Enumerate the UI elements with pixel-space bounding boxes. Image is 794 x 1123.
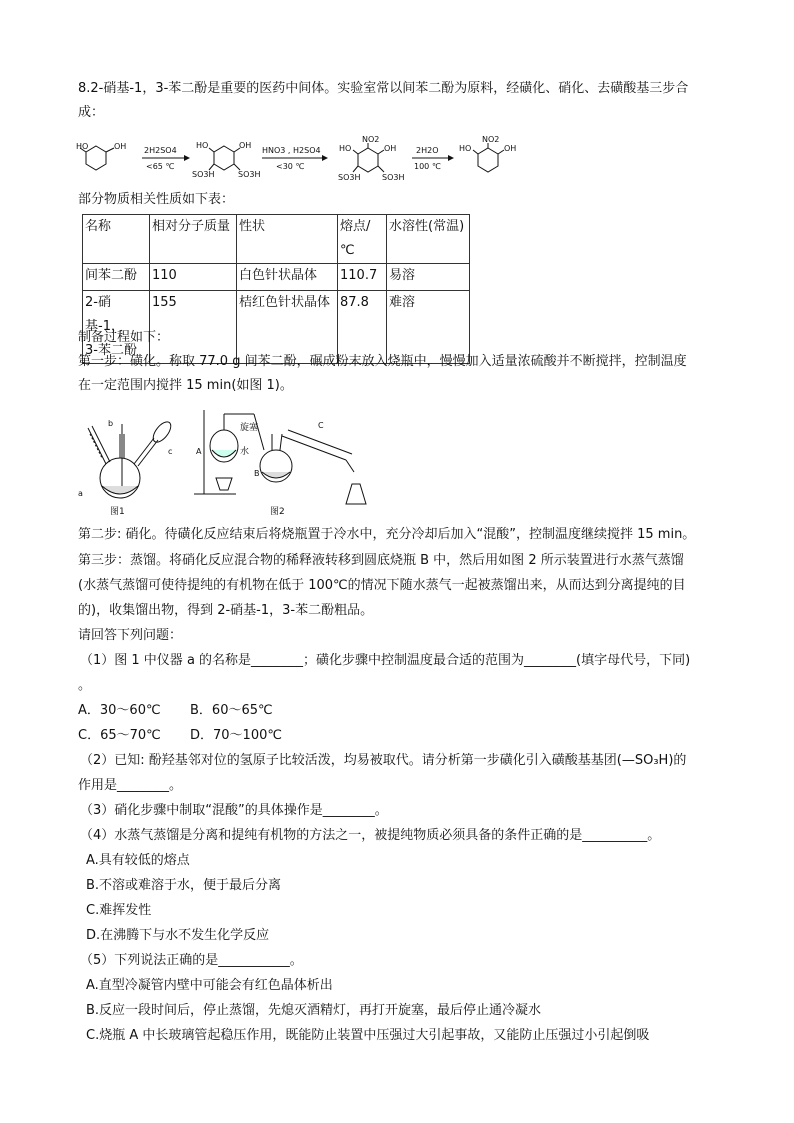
step3-line2: (水蒸气蒸馏可使待提纯的有机物在低于 100℃的情况下随水蒸气一起被蒸馏出来，从而达到分离提纯的目 [78, 578, 686, 593]
mol1-oh-label: OH [114, 142, 127, 151]
q4-option-b: B.不溶或难溶于水，便于最后分离 [86, 878, 282, 893]
fig1-label-a: a [78, 489, 83, 498]
q5-option-c: C.烧瓶 A 中长玻璃管起稳压作用，既能防止装置中压强过大引起事故，又能防止压强过小引起倒吸 [86, 1028, 650, 1043]
mol4-ho-label: HO [459, 144, 472, 153]
fig2-caption: 图2 [270, 507, 285, 516]
step2-text: 第二步: 硝化。待磺化反应结束后将烧瓶置于冷水中，充分冷却后加入“混酸”，控制温度继续搅拌 15 min。 [78, 527, 696, 542]
step1-line1: 第一步：磺化。称取 77.0 g 间苯二酚，碾成粉末放入烧瓶中，慢慢加入适量浓硫酸并不断搅拌，控制温度 [78, 354, 687, 369]
prep-title: 制备过程如下： [78, 330, 170, 345]
table-cell: 难溶 [387, 291, 470, 364]
table-header-cell: 性状 [237, 215, 338, 264]
question-intro-line2: 成： [78, 105, 105, 120]
mol2-so3h-right-label: SO3H [238, 170, 261, 179]
product-structure [473, 143, 504, 172]
fig2-label-A: A [196, 447, 202, 456]
table-header-cell: 熔点/℃ [338, 215, 387, 264]
mol2-oh-label: OH [239, 141, 252, 150]
q4-option-a: A.具有较低的熔点 [86, 853, 190, 868]
reaction-scheme-drawing [76, 136, 546, 182]
fig2-label-stopcock: 旋塞 [240, 423, 259, 433]
q5-option-a: A.直型冷凝管内壁中可能会有红色晶体析出 [86, 978, 333, 993]
step2-reagent: HNO3 , H2SO4 [262, 146, 321, 155]
table-caption: 部分物质相关性质如下表： [78, 192, 235, 207]
table-cell: 白色针状晶体 [237, 264, 338, 291]
mol1-ho-label: HO [76, 142, 89, 151]
q4-option-d: D.在沸腾下与水不发生化学反应 [86, 928, 270, 943]
q1-option-d: D．70～100℃ [190, 728, 282, 743]
step3-line3: 的)，收集馏出物，得到 2-硝基-1，3-苯二酚粗品。 [78, 603, 374, 618]
reaction-scheme [76, 136, 546, 182]
step1-condition: <65 ℃ [146, 162, 175, 171]
fig2-label-C: C [318, 421, 324, 430]
step2-condition: <30 ℃ [276, 162, 305, 171]
table-cell-line: 2-硝基-1， [85, 295, 124, 334]
table-cell: 110 [150, 264, 237, 291]
fig2-label-B: B [254, 469, 260, 478]
table-cell: 110.7 [338, 264, 387, 291]
step3-line1: 第三步：蒸馏。将硝化反应混合物的稀释液转移到圆底烧瓶 B 中，然后用如图 2 所示装置进行水蒸气蒸馏 [78, 553, 684, 568]
question-intro-line1: 8.2-硝基-1，3-苯二酚是重要的医药中间体。实验室常以间苯二酚为原料，经磺化、硝化、去磺酸基三步合 [78, 81, 689, 96]
fig1-caption: 图1 [110, 507, 125, 516]
step1-reagent: 2H2SO4 [144, 146, 177, 155]
q1-option-b: B．60～65℃ [190, 703, 273, 718]
sulfonated-intermediate-structure [209, 146, 240, 170]
fig1-label-c: c [168, 447, 173, 456]
table-cell: 间苯二酚 [83, 264, 150, 291]
q5-option-b: B.反应一段时间后，停止蒸馏，先熄灭酒精灯，再打开旋塞，最后停止通冷凝水 [86, 1003, 542, 1018]
fig1-label-b: b [108, 419, 114, 428]
apparatus-drawing [76, 404, 376, 516]
mol3-ho-label: HO [339, 144, 352, 153]
mol4-oh-label: OH [504, 144, 517, 153]
table-cell: 桔红色针状晶体 [237, 291, 338, 364]
table-header-cell: 相对分子质量 [150, 215, 237, 264]
q3-text: （3）硝化步骤中制取“混酸”的具体操作是________。 [80, 803, 388, 818]
table-cell: 易溶 [387, 264, 470, 291]
mol3-so3h-right-label: SO3H [382, 173, 405, 182]
q1-option-a: A．30～60℃ [78, 703, 161, 718]
q1-option-c: C．65～70℃ [78, 728, 161, 743]
mol2-ho-label: HO [196, 141, 209, 150]
table-header-cell: 名称 [83, 215, 150, 264]
table-cell-line: 3-苯二酚 [85, 343, 137, 358]
step3-reagent: 2H2O [416, 146, 439, 155]
q1-line2: 。 [78, 678, 92, 693]
mol3-no2-label: NO2 [362, 136, 380, 144]
q2-line2: 作用是________。 [78, 778, 183, 793]
step1-line2: 在一定范围内搅拌 15 min(如图 1)。 [78, 378, 293, 393]
table-row [83, 264, 470, 291]
step3-condition: 100 ℃ [414, 162, 441, 171]
mol3-so3h-left-label: SO3H [338, 173, 361, 182]
mol3-oh-label: OH [384, 144, 397, 153]
q4-option-c: C.难挥发性 [86, 903, 152, 918]
table-cell: 155 [150, 291, 237, 364]
mol2-so3h-left-label: SO3H [192, 170, 215, 179]
fig2-label-water: 水 [240, 447, 250, 457]
answer-prompt: 请回答下列问题： [78, 628, 183, 643]
q1-line1: （1）图 1 中仪器 a 的名称是________；磺化步骤中控制温度最合适的范围为________(填字母代号，下同) [80, 653, 691, 668]
nitrated-intermediate-structure [353, 143, 384, 172]
table-header-cell: 水溶性(常温) [387, 215, 470, 264]
mol4-no2-label: NO2 [482, 136, 500, 144]
table-cell: 87.8 [338, 291, 387, 364]
q2-line1: （2）已知: 酚羟基邻对位的氢原子比较活泼，均易被取代。请分析第一步磺化引入磺酸基基团(—SO₃H)的 [80, 753, 687, 768]
table-header-row [83, 215, 470, 264]
q5-text: （5）下列说法正确的是___________。 [80, 953, 303, 968]
q4-text: （4）水蒸气蒸馏是分离和提纯有机物的方法之一，被提纯物质必须具备的条件正确的是__________。 [80, 828, 661, 843]
apparatus-figures [76, 404, 376, 516]
